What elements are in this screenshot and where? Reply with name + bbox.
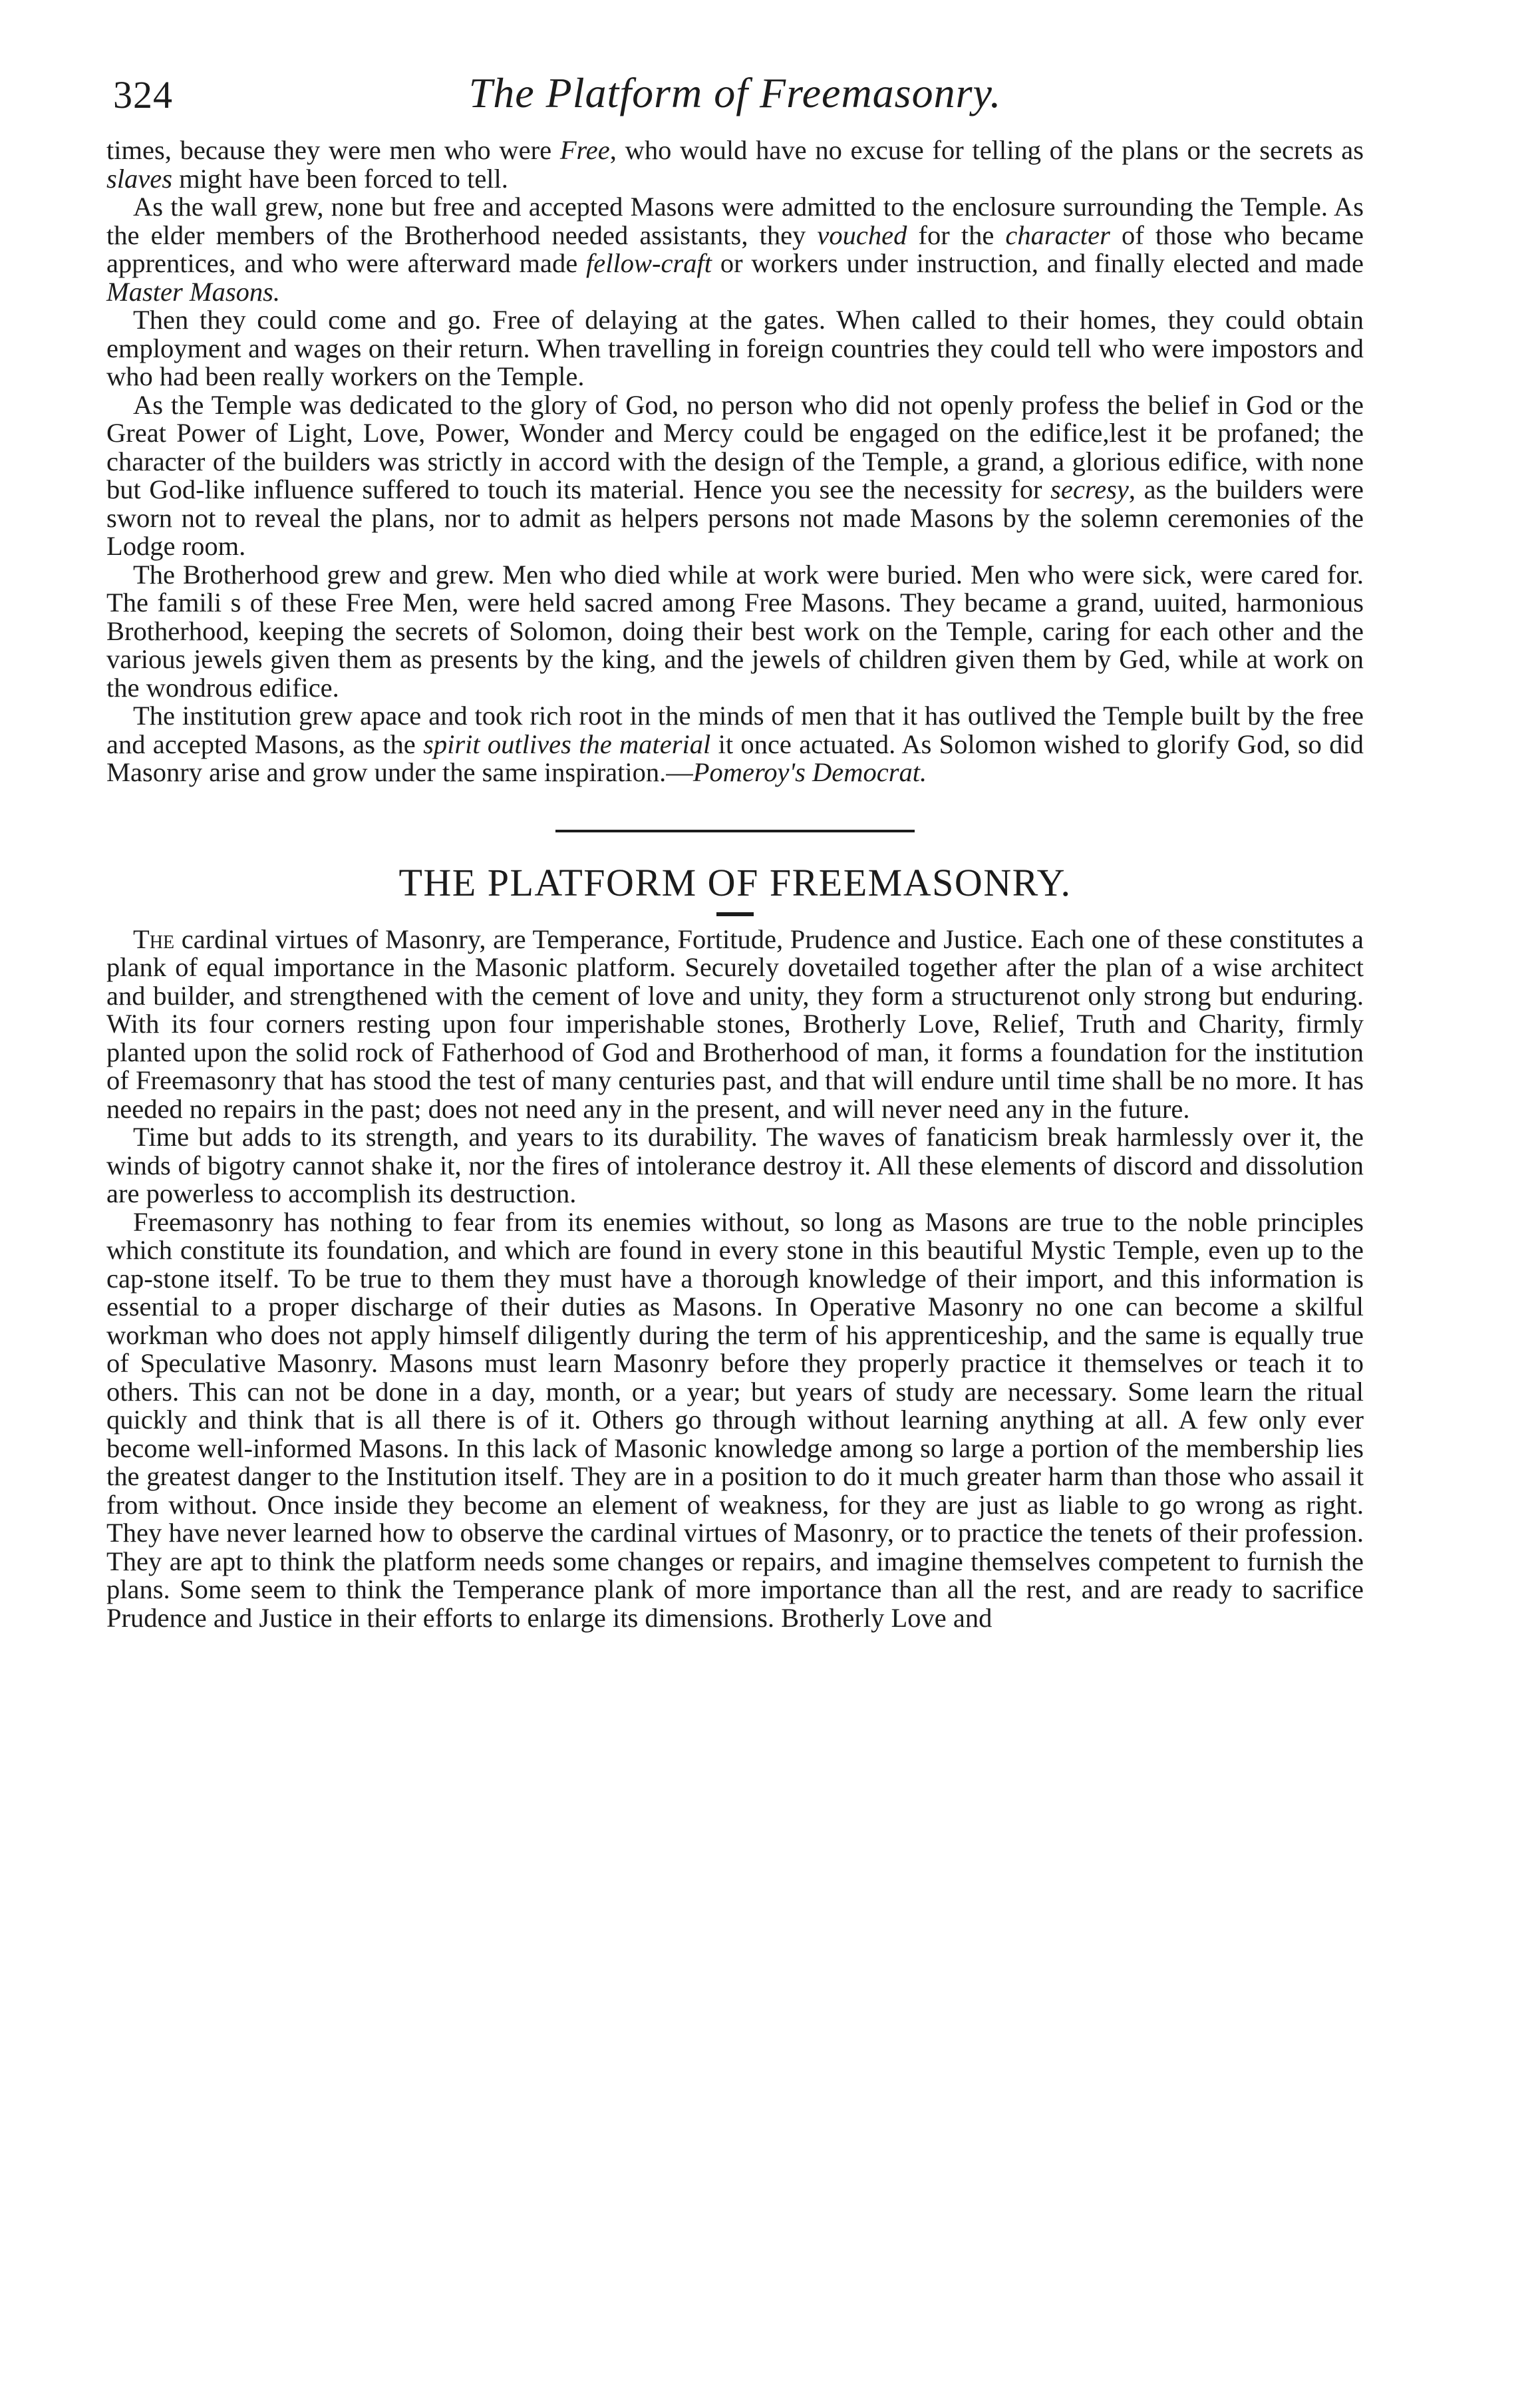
paragraph: The institution grew apace and took rich root in the minds of men that it has outlived the Temple built by the free and accepted Masons, as the spirit outlives the material it once actuated. As Solomon wished to glorify God, so did Masonry arise and grow under the same inspiration.—Pomeroy's Democrat. — [106, 701, 1364, 787]
italic-run: Pomeroy's Democrat. — [692, 757, 927, 787]
paragraph: As the Temple was dedicated to the glory of God, no person who did not openly profess the belief in God or the Great Power of Light, Love, Power, Wonder and Mercy could be engaged on the edifice,lest it be profaned; the character of the builders was strictly in accord with the design of the Temple, a grand, a glorious edifice, with none but God-like influence suffered to touch its material. Hence you see the necessity for secresy, as the builders were sworn not to reveal the plans, nor to admit as helpers persons not made Masons by the solemn ceremonies of the Lodge room. — [106, 389, 1364, 561]
paragraph-text: cardinal virtues of Masonry, are Temperance, Fortitude, Prudence and Justice. Each one of these constitutes a plank of equal importance in the Masonic platform. Securely dovetailed together after the plan of a wise architect and builder, and strengthened with the cement of love and unity, they form a structurenot only strong but enduring. With its four corners resting upon four imperishable stones, Brotherly Love, Relief, Truth and Charity, firmly planted upon the solid rock of Fatherhood of God and Brotherhood of man, it forms a foundation for the institution of Freemasonry that has stood the test of many centuries past, and that will endure until time shall be no more. It has needed no repairs in the past; does not need any in the present, and will never need any in the future. — [106, 924, 1364, 1124]
title-dash — [716, 912, 754, 916]
italic-run: secresy — [1050, 474, 1129, 504]
paragraph: Then they could come and go. Free of delaying at the gates. When called to their homes, they could obtain employment and wages on their return. When travelling in foreign countries they could tell who were impostors and who had been really workers on the Temple. — [106, 305, 1364, 391]
paragraph: Time but adds to its strength, and years to its durability. The waves of fanaticism break harmlessly over it, the winds of bigotry cannot shake it, nor the fires of intolerance destroy it. All these elements of discord and dissolution are powerless to accomplish its destruction. — [106, 1122, 1364, 1208]
italic-run: Master Masons. — [106, 276, 280, 307]
section-divider-rule — [555, 830, 915, 832]
running-header — [106, 63, 1364, 136]
italic-run: character — [1005, 220, 1110, 250]
paragraph: Freemasonry has nothing to fear from its enemies without, so long as Masons are true to the noble principles which constitute its foundation, and which are found in every stone in this beautiful Mystic Temple, even up to the cap-stone itself. To be true to them they must have a thorough knowledge of their import, and this information is essential to a proper discharge of their duties as Masons. In Operative Masonry no one can become a skilful workman who does not apply himself diligently during the term of his apprenticeship, and the same is equally true of Speculative Masonry. Masons must learn Masonry before they properly practice it themselves or teach it to others. This can not be done in a day, month, or a year; but years of study are necessary. Some learn the ritual quickly and think that is all there is of it. Others go through without learning anything at all. A few only ever become well-informed Masons. In this lack of Masonic knowledge among so large a portion of the membership lies the greatest danger to the Institution itself. They are in a position to do it much greater harm than those who assail it from without. Once inside they become an element of weakness, for they are just as liable to go wrong as right. They have never learned how to observe the cardinal virtues of Masonry, or to practice the tenets of their profession. They are apt to think the platform needs some changes or repairs, and imagine themselves competent to furnish the plans. Some seem to think the Temperance plank of more importance than all the rest, and are ready to sacrifice Prudence and Justice in their efforts to enlarge its dimensions. Brotherly Love and — [106, 1206, 1364, 1633]
italic-run: Free — [559, 135, 610, 165]
previous-article-conclusion — [106, 136, 1364, 787]
article-body — [106, 926, 1364, 1633]
page-number: 324 — [113, 73, 173, 116]
italic-run: vouched — [817, 220, 907, 250]
paragraph: times, because they were men who were Free, who would have no excuse for telling of the plans or the secrets as slaves might have been forced to tell. — [106, 135, 1364, 194]
paragraph: The Brotherhood grew and grew. Men who died while at work were buried. Men who were sick, were cared for. The famili s of these Free Men, were held sacred among Free Masons. They became a grand, uuited, harmonious Brotherhood, keeping the secrets of Solomon, doing their best work on the Temple, caring for each other and the various jewels given them as presents by the king, and the jewels of children given them by Ged, while at work on the wondrous edifice. — [106, 559, 1364, 703]
italic-run: spirit outlives the material — [423, 729, 711, 759]
italic-run: fellow-craft — [586, 248, 712, 278]
italic-run: slaves — [106, 163, 172, 194]
article-title: THE PLATFORM OF FREEMASONRY. — [398, 860, 1072, 904]
book-page — [106, 63, 1364, 1632]
opening-word: The — [133, 924, 175, 954]
paragraph: As the wall grew, none but free and accepted Masons were admitted to the enclosure surrounding the Temple. As the elder members of the Brotherhood needed assistants, they vouched for the character of those who became apprentices, and who were afterward made fellow-craft or workers under instruction, and finally elected and made Master Masons. — [106, 192, 1364, 307]
paragraph — [106, 926, 1364, 1124]
running-title: The Platform of Freemasonry. — [468, 69, 1002, 116]
